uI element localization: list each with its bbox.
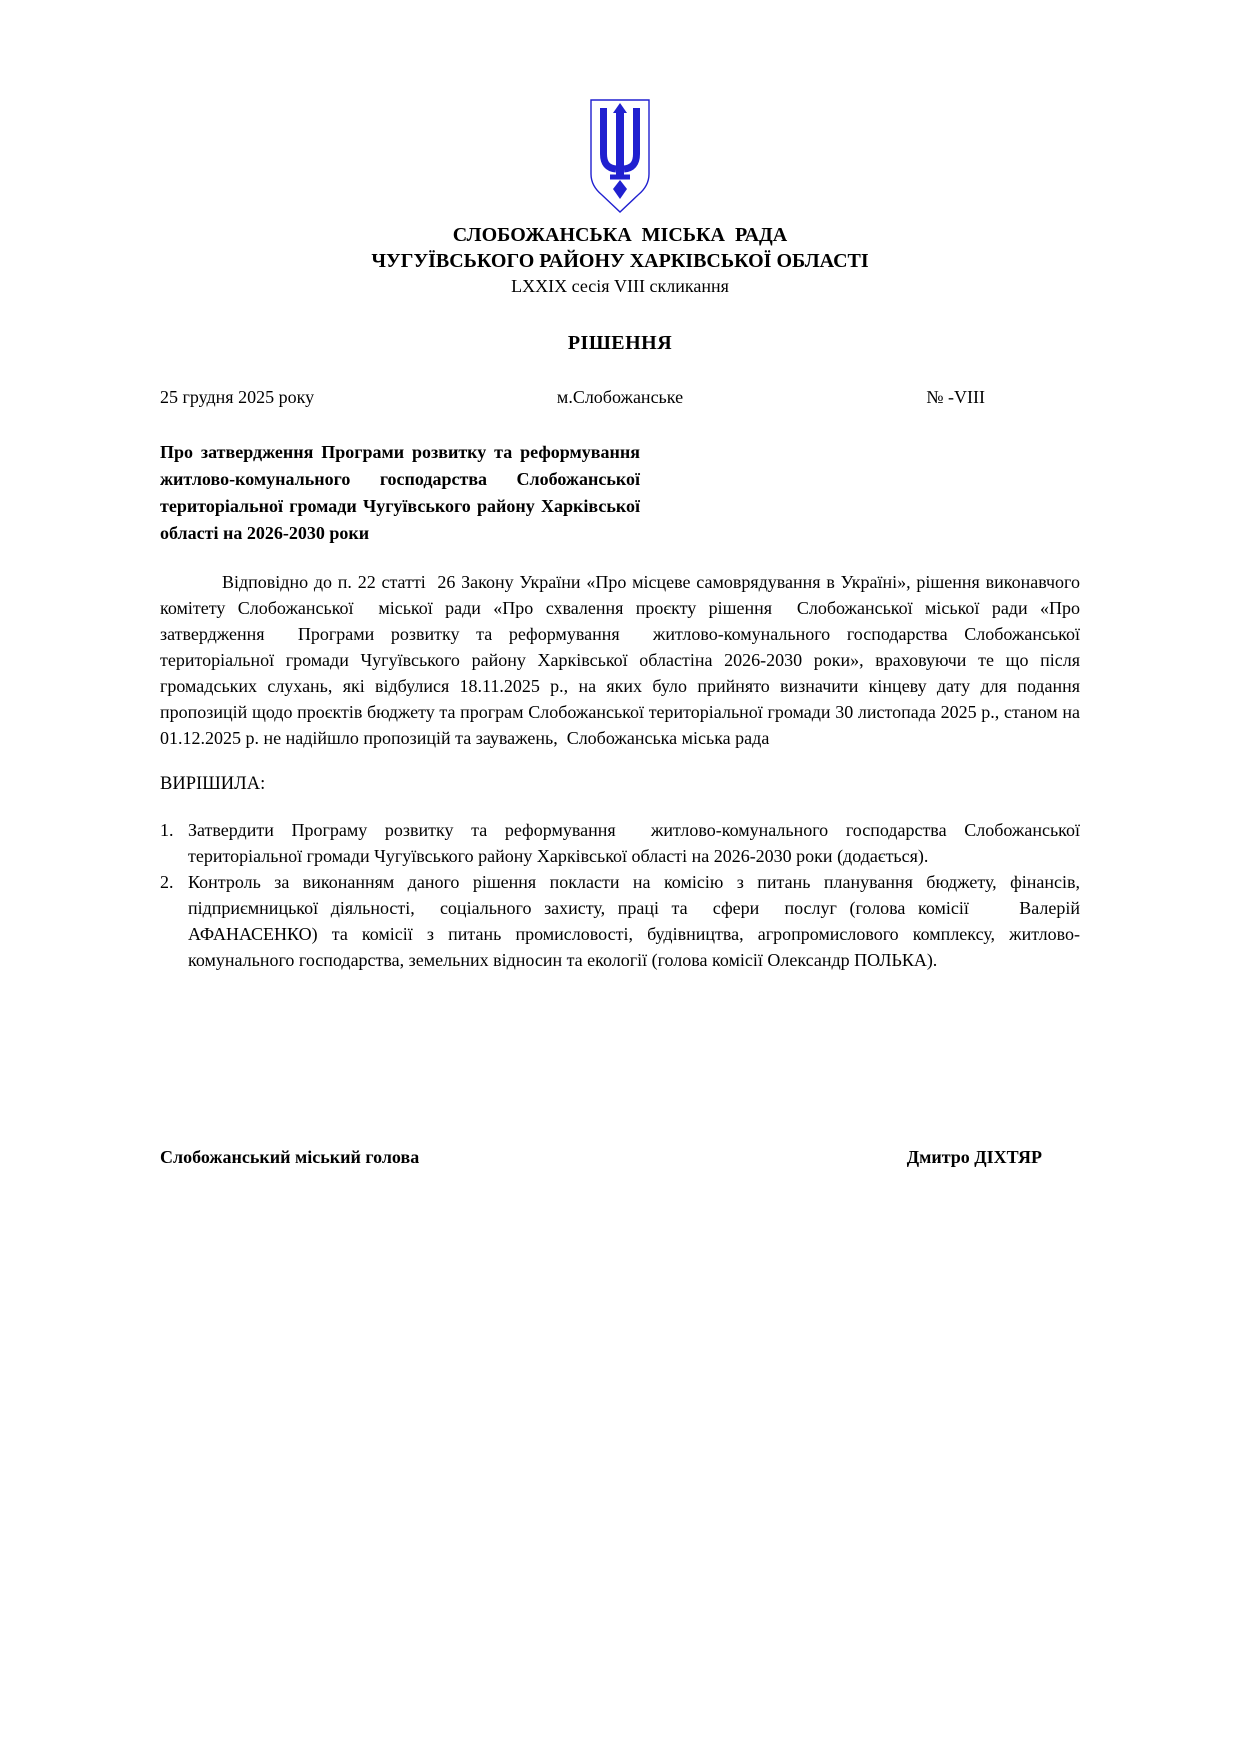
coat-of-arms-icon [160, 98, 1080, 216]
list-item-number: 2. [160, 872, 174, 892]
signature-row [160, 1145, 1080, 1169]
document-place: м.Слобожанське [556, 387, 684, 407]
signer-name: Дмитро ДІХТЯР [906, 1147, 1042, 1167]
resolution-list [160, 817, 1085, 973]
subject-paragraph: Про затвердження Програми розвитку та реформування житлово-комунального господарства Слобожанської територіальної громади Чугуївського району Харківської області на 2026-2030 роки [160, 442, 645, 543]
document-title: РІШЕННЯ [567, 332, 673, 354]
org-name-line2: ЧУГУЇВСЬКОГО РАЙОНУ ХАРКІВСЬКОЇ ОБЛАСТІ [371, 250, 869, 272]
list-item [160, 817, 1085, 869]
session-line: LXXIX сесія VIII скликання [511, 276, 729, 296]
date-place-number-row [160, 385, 1080, 409]
resolved-label: ВИРІШИЛА: [160, 774, 266, 794]
list-item-number: 1. [160, 820, 174, 840]
list-item [160, 869, 1085, 973]
list-item-text: Контроль за виконанням даного рішення покласти на комісію з питань планування бюджету, фінансів, підприємницької діяльності, соціального захисту, праці та сфери послуг (голова комісії Валерій АФАНАСЕНКО) та комісії з питань промисловості, будівництва, агропромислового комплексу, житлово-комунального господарства, земельних відносин та екології (голова комісії Олександр ПОЛЬКА). [188, 872, 1085, 970]
preamble-paragraph: Відповідно до п. 22 статті 26 Закону України «Про місцеве самоврядування в Україні», рішення виконавчого комітету Слобожанської міської ради «Про схвалення проєкту рішення Слобожанської міської ради «Про затвердження Програми розвитку та реформування житлово-комунального господарства Слобожанської територіальної громади Чугуївського району Харківської областіна 2026-2030 роки», враховуючи те що після громадських слухань, які відбулися 18.11.2025 р., на яких було прийнято визначити кінцеву дату для подання пропозицій щодо проєктів бюджету та програм Слобожанської територіальної громади 30 листопада 2025 р., станом на 01.12.2025 р. не надійшло пропозицій та зауважень, Слобожанська міська рада [160, 572, 1085, 748]
list-item-text: Затвердити Програму розвитку та реформування житлово-комунального господарства Слобожанської територіальної громади Чугуївського району Харківської області на 2026-2030 роки (додається). [188, 820, 1085, 866]
document-date: 25 грудня 2025 року [160, 387, 315, 407]
org-name-line1: СЛОБОЖАНСЬКА МІСЬКА РАДА [452, 224, 788, 246]
signer-position: Слобожанський міський голова [160, 1147, 420, 1167]
document-number: № -VIII [926, 387, 985, 407]
